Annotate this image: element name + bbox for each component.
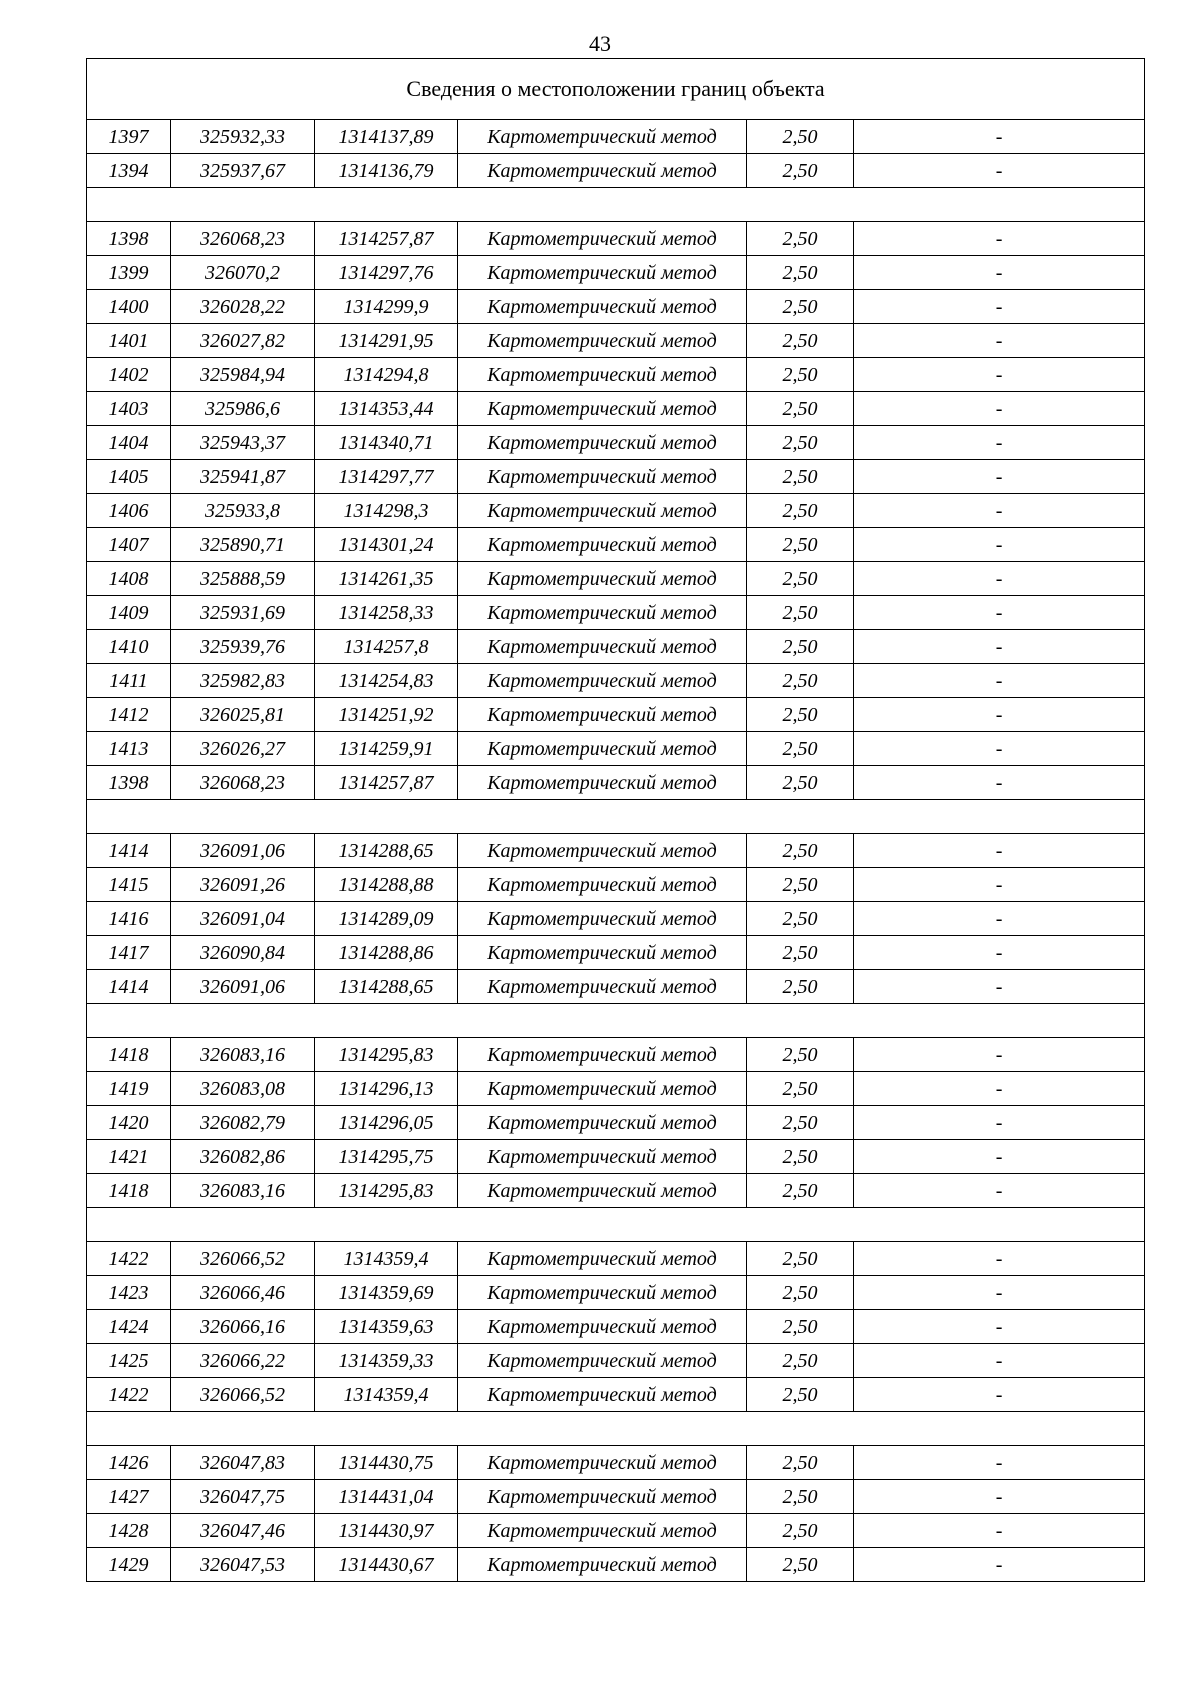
- cell-method: Картометрический метод: [458, 528, 747, 562]
- table-row: [87, 528, 1145, 562]
- cell-y-coordinate: 1314136,79: [315, 154, 458, 188]
- cell-x-coordinate: 325937,67: [171, 154, 315, 188]
- cell-method: Картометрический метод: [458, 1378, 747, 1412]
- cell-y-coordinate: 1314296,13: [315, 1072, 458, 1106]
- cell-x-coordinate: 326091,06: [171, 970, 315, 1004]
- cell-y-coordinate: 1314295,83: [315, 1038, 458, 1072]
- cell-x-coordinate: 326047,46: [171, 1514, 315, 1548]
- page-number: 43: [589, 31, 611, 56]
- cell-method: Картометрический метод: [458, 970, 747, 1004]
- cell-x-coordinate: 326066,52: [171, 1378, 315, 1412]
- cell-point-number: 1403: [87, 392, 171, 426]
- cell-y-coordinate: 1314251,92: [315, 698, 458, 732]
- table-row: [87, 1242, 1145, 1276]
- cell-note: -: [854, 664, 1145, 698]
- cell-x-coordinate: 325941,87: [171, 460, 315, 494]
- cell-x-coordinate: 326082,79: [171, 1106, 315, 1140]
- cell-method: Картометрический метод: [458, 1242, 747, 1276]
- cell-accuracy: 2,50: [747, 1242, 854, 1276]
- cell-accuracy: 2,50: [747, 120, 854, 154]
- cell-method: Картометрический метод: [458, 358, 747, 392]
- cell-note: -: [854, 630, 1145, 664]
- cell-point-number: 1398: [87, 766, 171, 800]
- cell-method: Картометрический метод: [458, 1548, 747, 1582]
- cell-y-coordinate: 1314301,24: [315, 528, 458, 562]
- cell-y-coordinate: 1314353,44: [315, 392, 458, 426]
- cell-accuracy: 2,50: [747, 460, 854, 494]
- cell-accuracy: 2,50: [747, 290, 854, 324]
- table-row: [87, 1038, 1145, 1072]
- cell-point-number: 1402: [87, 358, 171, 392]
- cell-note: -: [854, 324, 1145, 358]
- cell-point-number: 1399: [87, 256, 171, 290]
- cell-method: Картометрический метод: [458, 1140, 747, 1174]
- table-row: [87, 1514, 1145, 1548]
- separator-cell: [87, 1412, 1145, 1446]
- cell-x-coordinate: 326027,82: [171, 324, 315, 358]
- cell-method: Картометрический метод: [458, 1514, 747, 1548]
- table-row: [87, 290, 1145, 324]
- cell-method: Картометрический метод: [458, 222, 747, 256]
- cell-point-number: 1405: [87, 460, 171, 494]
- separator-cell: [87, 800, 1145, 834]
- cell-x-coordinate: 326090,84: [171, 936, 315, 970]
- cell-method: Картометрический метод: [458, 324, 747, 358]
- cell-x-coordinate: 326070,2: [171, 256, 315, 290]
- cell-x-coordinate: 326083,16: [171, 1038, 315, 1072]
- cell-note: -: [854, 494, 1145, 528]
- table-body: [87, 59, 1145, 1582]
- cell-accuracy: 2,50: [747, 1548, 854, 1582]
- cell-x-coordinate: 326091,06: [171, 834, 315, 868]
- cell-y-coordinate: 1314258,33: [315, 596, 458, 630]
- cell-point-number: 1406: [87, 494, 171, 528]
- cell-accuracy: 2,50: [747, 868, 854, 902]
- cell-y-coordinate: 1314257,87: [315, 766, 458, 800]
- cell-method: Картометрический метод: [458, 1480, 747, 1514]
- table-row: [87, 936, 1145, 970]
- cell-x-coordinate: 326082,86: [171, 1140, 315, 1174]
- cell-y-coordinate: 1314294,8: [315, 358, 458, 392]
- cell-y-coordinate: 1314291,95: [315, 324, 458, 358]
- cell-method: Картометрический метод: [458, 392, 747, 426]
- cell-y-coordinate: 1314288,86: [315, 936, 458, 970]
- cell-accuracy: 2,50: [747, 902, 854, 936]
- cell-x-coordinate: 326047,53: [171, 1548, 315, 1582]
- cell-y-coordinate: 1314359,4: [315, 1378, 458, 1412]
- cell-y-coordinate: 1314340,71: [315, 426, 458, 460]
- cell-y-coordinate: 1314137,89: [315, 120, 458, 154]
- cell-accuracy: 2,50: [747, 324, 854, 358]
- cell-y-coordinate: 1314296,05: [315, 1106, 458, 1140]
- cell-method: Картометрический метод: [458, 154, 747, 188]
- cell-method: Картометрический метод: [458, 1310, 747, 1344]
- cell-note: -: [854, 834, 1145, 868]
- cell-point-number: 1425: [87, 1344, 171, 1378]
- table-row: [87, 426, 1145, 460]
- cell-accuracy: 2,50: [747, 1038, 854, 1072]
- table-row: [87, 630, 1145, 664]
- cell-point-number: 1408: [87, 562, 171, 596]
- cell-x-coordinate: 326068,23: [171, 766, 315, 800]
- cell-accuracy: 2,50: [747, 1514, 854, 1548]
- cell-point-number: 1415: [87, 868, 171, 902]
- table-row: [87, 358, 1145, 392]
- cell-note: -: [854, 1072, 1145, 1106]
- cell-y-coordinate: 1314297,76: [315, 256, 458, 290]
- cell-accuracy: 2,50: [747, 1072, 854, 1106]
- cell-y-coordinate: 1314299,9: [315, 290, 458, 324]
- separator-cell: [87, 1208, 1145, 1242]
- cell-x-coordinate: 326083,16: [171, 1174, 315, 1208]
- cell-note: -: [854, 528, 1145, 562]
- cell-note: -: [854, 392, 1145, 426]
- cell-accuracy: 2,50: [747, 426, 854, 460]
- cell-y-coordinate: 1314254,83: [315, 664, 458, 698]
- cell-y-coordinate: 1314295,83: [315, 1174, 458, 1208]
- cell-method: Картометрический метод: [458, 834, 747, 868]
- cell-method: Картометрический метод: [458, 902, 747, 936]
- cell-y-coordinate: 1314261,35: [315, 562, 458, 596]
- cell-accuracy: 2,50: [747, 528, 854, 562]
- cell-point-number: 1418: [87, 1038, 171, 1072]
- cell-accuracy: 2,50: [747, 1106, 854, 1140]
- separator-row: [87, 1004, 1145, 1038]
- cell-point-number: 1420: [87, 1106, 171, 1140]
- table-row: [87, 1446, 1145, 1480]
- table-row: [87, 494, 1145, 528]
- cell-note: -: [854, 562, 1145, 596]
- cell-note: -: [854, 426, 1145, 460]
- table-row: [87, 392, 1145, 426]
- table-row: [87, 834, 1145, 868]
- separator-row: [87, 188, 1145, 222]
- cell-point-number: 1407: [87, 528, 171, 562]
- cell-x-coordinate: 326025,81: [171, 698, 315, 732]
- table-row: [87, 902, 1145, 936]
- cell-y-coordinate: 1314288,65: [315, 834, 458, 868]
- cell-note: -: [854, 1344, 1145, 1378]
- table-row: [87, 732, 1145, 766]
- cell-note: -: [854, 460, 1145, 494]
- cell-method: Картометрический метод: [458, 698, 747, 732]
- cell-y-coordinate: 1314430,67: [315, 1548, 458, 1582]
- table-row: [87, 1106, 1145, 1140]
- cell-accuracy: 2,50: [747, 766, 854, 800]
- cell-point-number: 1414: [87, 834, 171, 868]
- cell-point-number: 1421: [87, 1140, 171, 1174]
- cell-y-coordinate: 1314257,8: [315, 630, 458, 664]
- cell-x-coordinate: 326047,83: [171, 1446, 315, 1480]
- cell-note: -: [854, 1174, 1145, 1208]
- cell-accuracy: 2,50: [747, 630, 854, 664]
- cell-accuracy: 2,50: [747, 1446, 854, 1480]
- cell-note: -: [854, 1514, 1145, 1548]
- cell-point-number: 1417: [87, 936, 171, 970]
- cell-y-coordinate: 1314430,97: [315, 1514, 458, 1548]
- cell-y-coordinate: 1314298,3: [315, 494, 458, 528]
- table-row: [87, 460, 1145, 494]
- separator-row: [87, 1412, 1145, 1446]
- cell-accuracy: 2,50: [747, 1344, 854, 1378]
- cell-note: -: [854, 732, 1145, 766]
- cell-accuracy: 2,50: [747, 392, 854, 426]
- cell-note: -: [854, 1140, 1145, 1174]
- cell-accuracy: 2,50: [747, 154, 854, 188]
- cell-method: Картометрический метод: [458, 1072, 747, 1106]
- cell-note: -: [854, 936, 1145, 970]
- cell-x-coordinate: 325933,8: [171, 494, 315, 528]
- table-row: [87, 120, 1145, 154]
- separator-cell: [87, 1004, 1145, 1038]
- cell-accuracy: 2,50: [747, 664, 854, 698]
- cell-x-coordinate: 326083,08: [171, 1072, 315, 1106]
- cell-y-coordinate: 1314257,87: [315, 222, 458, 256]
- cell-point-number: 1426: [87, 1446, 171, 1480]
- cell-note: -: [854, 1548, 1145, 1582]
- cell-point-number: 1422: [87, 1378, 171, 1412]
- cell-point-number: 1424: [87, 1310, 171, 1344]
- cell-method: Картометрический метод: [458, 1276, 747, 1310]
- cell-point-number: 1422: [87, 1242, 171, 1276]
- cell-accuracy: 2,50: [747, 1378, 854, 1412]
- cell-y-coordinate: 1314359,33: [315, 1344, 458, 1378]
- cell-point-number: 1419: [87, 1072, 171, 1106]
- cell-point-number: 1404: [87, 426, 171, 460]
- cell-method: Картометрический метод: [458, 1446, 747, 1480]
- cell-y-coordinate: 1314288,88: [315, 868, 458, 902]
- cell-method: Картометрический метод: [458, 460, 747, 494]
- cell-method: Картометрический метод: [458, 630, 747, 664]
- cell-x-coordinate: 326028,22: [171, 290, 315, 324]
- table-row: [87, 1140, 1145, 1174]
- cell-note: -: [854, 120, 1145, 154]
- cell-point-number: 1397: [87, 120, 171, 154]
- cell-x-coordinate: 325939,76: [171, 630, 315, 664]
- cell-point-number: 1429: [87, 1548, 171, 1582]
- table-row: [87, 562, 1145, 596]
- cell-method: Картометрический метод: [458, 732, 747, 766]
- table-row: [87, 1480, 1145, 1514]
- cell-accuracy: 2,50: [747, 256, 854, 290]
- table-row: [87, 222, 1145, 256]
- cell-x-coordinate: 326026,27: [171, 732, 315, 766]
- table-row: [87, 1174, 1145, 1208]
- table-row: [87, 1378, 1145, 1412]
- cell-point-number: 1418: [87, 1174, 171, 1208]
- table-row: [87, 1072, 1145, 1106]
- cell-note: -: [854, 1310, 1145, 1344]
- cell-note: -: [854, 1276, 1145, 1310]
- cell-y-coordinate: 1314359,4: [315, 1242, 458, 1276]
- cell-x-coordinate: 326066,52: [171, 1242, 315, 1276]
- cell-point-number: 1410: [87, 630, 171, 664]
- cell-accuracy: 2,50: [747, 222, 854, 256]
- cell-x-coordinate: 326066,22: [171, 1344, 315, 1378]
- cell-note: -: [854, 1242, 1145, 1276]
- cell-note: -: [854, 868, 1145, 902]
- cell-y-coordinate: 1314359,63: [315, 1310, 458, 1344]
- cell-note: -: [854, 1106, 1145, 1140]
- cell-method: Картометрический метод: [458, 426, 747, 460]
- cell-accuracy: 2,50: [747, 596, 854, 630]
- cell-y-coordinate: 1314288,65: [315, 970, 458, 1004]
- cell-accuracy: 2,50: [747, 562, 854, 596]
- table-title-row: [87, 59, 1145, 120]
- cell-y-coordinate: 1314359,69: [315, 1276, 458, 1310]
- cell-x-coordinate: 325982,83: [171, 664, 315, 698]
- cell-method: Картометрический метод: [458, 1344, 747, 1378]
- cell-y-coordinate: 1314297,77: [315, 460, 458, 494]
- cell-x-coordinate: 325986,6: [171, 392, 315, 426]
- cell-note: -: [854, 902, 1145, 936]
- cell-x-coordinate: 325943,37: [171, 426, 315, 460]
- cell-point-number: 1413: [87, 732, 171, 766]
- cell-method: Картометрический метод: [458, 290, 747, 324]
- cell-y-coordinate: 1314431,04: [315, 1480, 458, 1514]
- cell-y-coordinate: 1314289,09: [315, 902, 458, 936]
- cell-note: -: [854, 290, 1145, 324]
- cell-accuracy: 2,50: [747, 494, 854, 528]
- cell-accuracy: 2,50: [747, 698, 854, 732]
- table-row: [87, 324, 1145, 358]
- cell-method: Картометрический метод: [458, 120, 747, 154]
- cell-point-number: 1400: [87, 290, 171, 324]
- cell-accuracy: 2,50: [747, 834, 854, 868]
- cell-method: Картометрический метод: [458, 868, 747, 902]
- cell-point-number: 1411: [87, 664, 171, 698]
- table-row: [87, 868, 1145, 902]
- cell-note: -: [854, 970, 1145, 1004]
- cell-accuracy: 2,50: [747, 1310, 854, 1344]
- table-row: [87, 766, 1145, 800]
- cell-note: -: [854, 1038, 1145, 1072]
- cell-x-coordinate: 326068,23: [171, 222, 315, 256]
- cell-method: Картометрический метод: [458, 664, 747, 698]
- cell-x-coordinate: 325932,33: [171, 120, 315, 154]
- cell-accuracy: 2,50: [747, 1480, 854, 1514]
- cell-x-coordinate: 326091,04: [171, 902, 315, 936]
- cell-y-coordinate: 1314295,75: [315, 1140, 458, 1174]
- cell-x-coordinate: 326091,26: [171, 868, 315, 902]
- cell-point-number: 1398: [87, 222, 171, 256]
- table-row: [87, 698, 1145, 732]
- boundary-coordinates-table: [86, 58, 1145, 1582]
- table-row: [87, 1276, 1145, 1310]
- cell-method: Картометрический метод: [458, 596, 747, 630]
- table-row: [87, 256, 1145, 290]
- cell-note: -: [854, 1446, 1145, 1480]
- cell-note: -: [854, 256, 1145, 290]
- separator-row: [87, 800, 1145, 834]
- table-row: [87, 664, 1145, 698]
- cell-method: Картометрический метод: [458, 562, 747, 596]
- cell-method: Картометрический метод: [458, 494, 747, 528]
- cell-point-number: 1428: [87, 1514, 171, 1548]
- cell-method: Картометрический метод: [458, 1174, 747, 1208]
- cell-note: -: [854, 154, 1145, 188]
- cell-note: -: [854, 698, 1145, 732]
- cell-x-coordinate: 325888,59: [171, 562, 315, 596]
- cell-point-number: 1423: [87, 1276, 171, 1310]
- cell-accuracy: 2,50: [747, 936, 854, 970]
- cell-point-number: 1409: [87, 596, 171, 630]
- cell-accuracy: 2,50: [747, 970, 854, 1004]
- separator-cell: [87, 188, 1145, 222]
- table-title: Сведения о местоположении границ объекта: [87, 59, 1145, 120]
- cell-accuracy: 2,50: [747, 358, 854, 392]
- table-row: [87, 154, 1145, 188]
- table-row: [87, 1344, 1145, 1378]
- cell-x-coordinate: 326066,16: [171, 1310, 315, 1344]
- cell-point-number: 1427: [87, 1480, 171, 1514]
- cell-accuracy: 2,50: [747, 1276, 854, 1310]
- cell-method: Картометрический метод: [458, 256, 747, 290]
- cell-x-coordinate: 325984,94: [171, 358, 315, 392]
- cell-point-number: 1416: [87, 902, 171, 936]
- cell-method: Картометрический метод: [458, 936, 747, 970]
- cell-note: -: [854, 766, 1145, 800]
- table-row: [87, 1310, 1145, 1344]
- cell-point-number: 1414: [87, 970, 171, 1004]
- cell-x-coordinate: 326047,75: [171, 1480, 315, 1514]
- cell-note: -: [854, 1378, 1145, 1412]
- cell-y-coordinate: 1314259,91: [315, 732, 458, 766]
- cell-accuracy: 2,50: [747, 1140, 854, 1174]
- separator-row: [87, 1208, 1145, 1242]
- cell-x-coordinate: 325890,71: [171, 528, 315, 562]
- cell-note: -: [854, 222, 1145, 256]
- cell-point-number: 1412: [87, 698, 171, 732]
- cell-note: -: [854, 358, 1145, 392]
- cell-accuracy: 2,50: [747, 732, 854, 766]
- table-row: [87, 970, 1145, 1004]
- cell-x-coordinate: 326066,46: [171, 1276, 315, 1310]
- cell-y-coordinate: 1314430,75: [315, 1446, 458, 1480]
- cell-note: -: [854, 1480, 1145, 1514]
- table-row: [87, 1548, 1145, 1582]
- cell-method: Картометрический метод: [458, 1106, 747, 1140]
- cell-method: Картометрический метод: [458, 766, 747, 800]
- cell-note: -: [854, 596, 1145, 630]
- cell-point-number: 1394: [87, 154, 171, 188]
- table-row: [87, 596, 1145, 630]
- cell-method: Картометрический метод: [458, 1038, 747, 1072]
- cell-x-coordinate: 325931,69: [171, 596, 315, 630]
- cell-accuracy: 2,50: [747, 1174, 854, 1208]
- cell-point-number: 1401: [87, 324, 171, 358]
